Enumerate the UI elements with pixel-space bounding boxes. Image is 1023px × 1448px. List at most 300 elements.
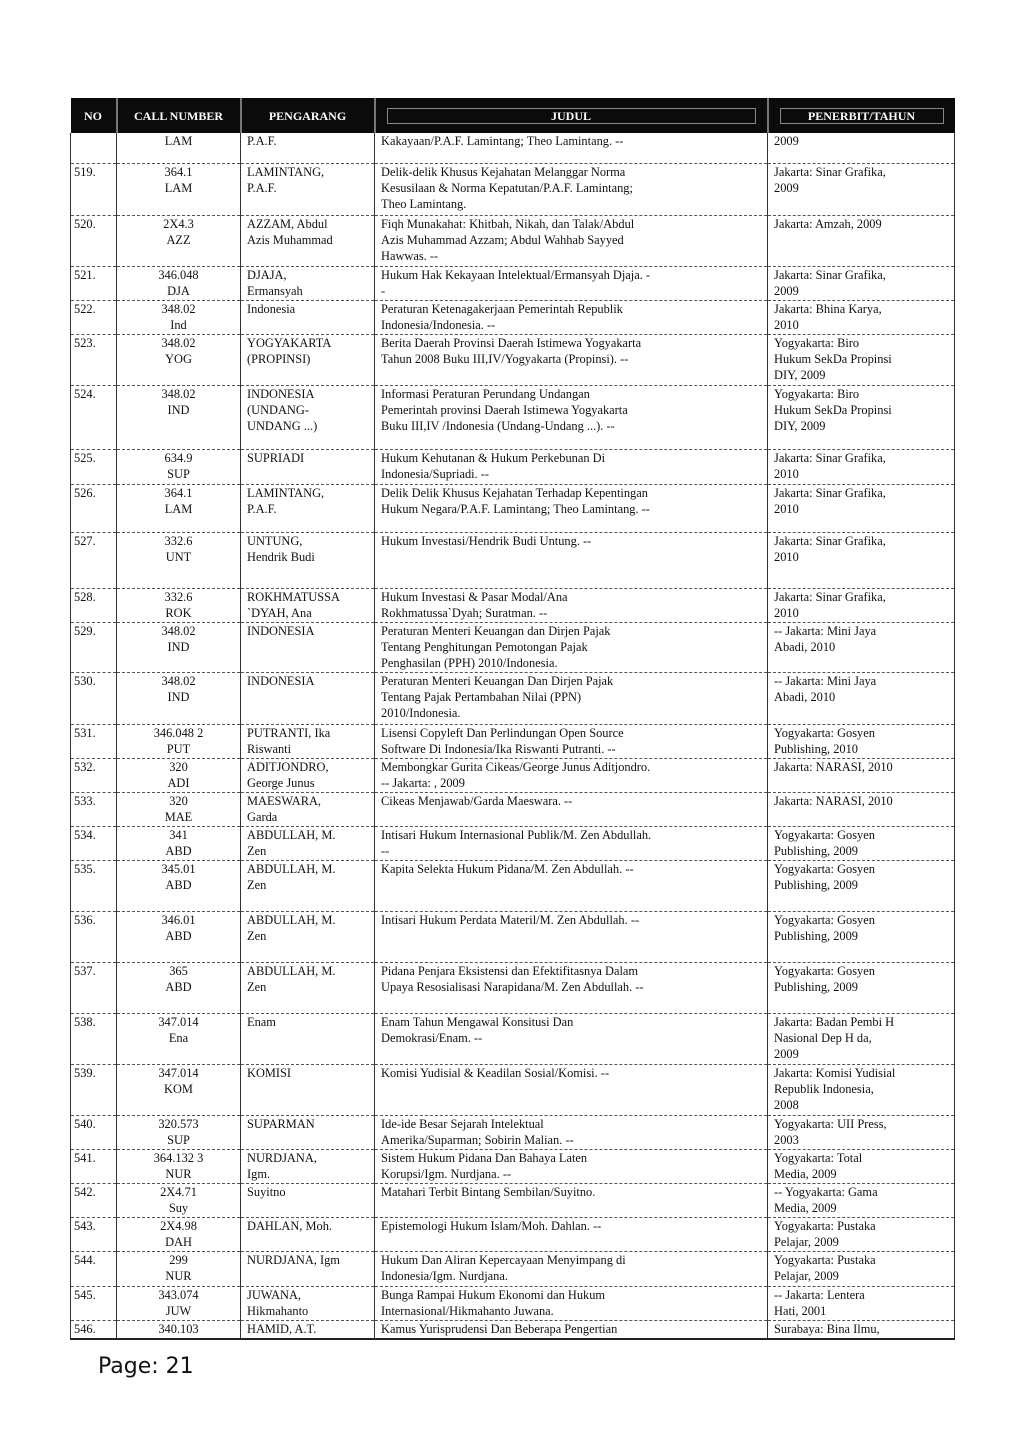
cell-publisher-line: 2003 xyxy=(774,1132,799,1147)
cell-author-line: HAMID, A.T. xyxy=(247,1321,317,1336)
cell-call-number xyxy=(117,911,241,962)
table-header xyxy=(71,98,955,133)
cell-call-number-line: Suy xyxy=(168,1200,189,1215)
cell-no: 519. xyxy=(71,163,117,215)
cell-no: 521. xyxy=(71,266,117,300)
cell-publisher-line: 2010 xyxy=(774,501,799,516)
cell-call-number-line: LAM xyxy=(164,501,193,516)
cell-call-number-line: 343.074 xyxy=(158,1287,199,1302)
table-row xyxy=(71,133,955,163)
cell-no: 537. xyxy=(71,962,117,1013)
cell-title xyxy=(375,532,768,588)
cell-call-number xyxy=(117,672,241,724)
cell-call-number-line: 346.01 xyxy=(161,912,196,927)
header-author: PENGARANG xyxy=(241,98,375,133)
cell-no: 543. xyxy=(71,1217,117,1251)
cell-publisher xyxy=(768,266,955,300)
header-no: NO xyxy=(71,98,117,133)
cell-author-line: YOGYAKARTA xyxy=(247,335,332,350)
cell-publisher xyxy=(768,724,955,758)
cell-call-number-line: PUT xyxy=(166,741,191,756)
cell-call-number-line: 347.014 xyxy=(158,1014,199,1029)
cell-author-line: DJAJA, xyxy=(247,267,287,282)
cell-author-line: P.A.F. xyxy=(247,501,277,516)
cell-author xyxy=(241,1064,375,1115)
cell-publisher xyxy=(768,385,955,449)
cell-publisher-line: Jakarta: Sinar Grafika, xyxy=(774,267,886,282)
cell-call-number-line: 348.02 xyxy=(161,386,196,401)
cell-author-line: Ermansyah xyxy=(247,283,303,298)
cell-call-number-line: 299 xyxy=(169,1252,188,1267)
cell-publisher-line: Surabaya: Bina Ilmu, xyxy=(774,1321,880,1336)
cell-publisher-line: Publishing, 2009 xyxy=(774,979,858,994)
cell-author xyxy=(241,792,375,826)
cell-publisher xyxy=(768,962,955,1013)
cell-call-number-line: 348.02 xyxy=(161,673,196,688)
cell-title-line: Amerika/Suparman; Sobirin Malian. -- xyxy=(381,1132,574,1147)
cell-title xyxy=(375,1115,768,1149)
cell-call-number-line: 320 xyxy=(169,793,188,808)
cell-title xyxy=(375,758,768,792)
cell-author-line: ABDULLAH, M. xyxy=(247,963,336,978)
cell-title xyxy=(375,588,768,622)
cell-author xyxy=(241,1320,375,1339)
cell-call-number xyxy=(117,758,241,792)
cell-author-line: AZZAM, Abdul xyxy=(247,216,328,231)
cell-author xyxy=(241,163,375,215)
cell-call-number-line: 364.132 3 xyxy=(153,1150,204,1165)
table-row xyxy=(71,826,955,860)
cell-call-number-line: 345.01 xyxy=(161,861,196,876)
cell-author xyxy=(241,826,375,860)
cell-publisher-line: Publishing, 2009 xyxy=(774,928,858,943)
cell-author xyxy=(241,266,375,300)
cell-title-line: Informasi Peraturan Perundang Undangan xyxy=(381,386,590,401)
cell-call-number-line: 365 xyxy=(169,963,188,978)
cell-title xyxy=(375,1183,768,1217)
cell-author-line: KOMISI xyxy=(247,1065,292,1080)
cell-title-line: Matahari Terbit Bintang Sembilan/Suyitno. xyxy=(381,1184,596,1199)
cell-no: 542. xyxy=(71,1183,117,1217)
cell-call-number-line: UNT xyxy=(165,549,192,564)
cell-no: 523. xyxy=(71,334,117,385)
cell-call-number xyxy=(117,962,241,1013)
cell-author xyxy=(241,133,375,163)
cell-no xyxy=(71,133,117,163)
cell-call-number-line: MAE xyxy=(164,809,193,824)
cell-publisher-line: -- Jakarta: Mini Jaya xyxy=(774,673,877,688)
cell-title-line: Kakayaan/P.A.F. Lamintang; Theo Lamintang. -- xyxy=(381,134,624,148)
cell-publisher-line: DIY, 2009 xyxy=(774,418,826,433)
cell-publisher-line: Media, 2009 xyxy=(774,1200,837,1215)
cell-no: 522. xyxy=(71,300,117,334)
cell-author xyxy=(241,1115,375,1149)
cell-author xyxy=(241,1149,375,1183)
table-row xyxy=(71,672,955,724)
cell-call-number-line: ABD xyxy=(165,843,192,858)
cell-title-line: Indonesia/Indonesia. -- xyxy=(381,317,496,332)
cell-title-line: Penghasilan (PPH) 2010/Indonesia. xyxy=(381,655,558,670)
cell-call-number xyxy=(117,449,241,484)
cell-author-line: Zen xyxy=(247,979,267,994)
cell-call-number xyxy=(117,334,241,385)
cell-call-number xyxy=(117,1115,241,1149)
table-row xyxy=(71,1013,955,1064)
cell-call-number-line: Ind xyxy=(170,317,187,332)
cell-call-number xyxy=(117,622,241,672)
cell-publisher-line: Yogyakarta: Gosyen xyxy=(774,861,875,876)
cell-publisher-line: Jakarta: NARASI, 2010 xyxy=(774,759,893,774)
cell-author-line: SUPARMAN xyxy=(247,1116,315,1131)
cell-no: 525. xyxy=(71,449,117,484)
table-row xyxy=(71,911,955,962)
table-row xyxy=(71,163,955,215)
table-row xyxy=(71,215,955,266)
cell-call-number-line: NUR xyxy=(165,1268,192,1283)
cell-publisher-line: Yogyakarta: Biro xyxy=(774,335,860,350)
cell-author xyxy=(241,1183,375,1217)
cell-author-line: NURDJANA, Igm xyxy=(247,1252,340,1267)
cell-call-number xyxy=(117,1183,241,1217)
cell-title-line: Korupsi/Igm. Nurdjana. -- xyxy=(381,1166,512,1181)
cell-title-line: Pidana Penjara Eksistensi dan Efektifitasnya Dalam xyxy=(381,963,639,978)
cell-publisher-line: -- Jakarta: Lentera xyxy=(774,1287,865,1302)
cell-title-line: Lisensi Copyleft Dan Perlindungan Open Source xyxy=(381,725,624,740)
catalog-table xyxy=(70,98,955,1340)
cell-publisher xyxy=(768,163,955,215)
cell-publisher-line: Yogyakarta: Gosyen xyxy=(774,912,875,927)
cell-publisher-line: Jakarta: Sinar Grafika, xyxy=(774,533,886,548)
cell-publisher xyxy=(768,1183,955,1217)
cell-title-line: -- Jakarta: , 2009 xyxy=(381,775,465,790)
cell-no: 546. xyxy=(71,1320,117,1339)
cell-publisher-line: Republik Indonesia, xyxy=(774,1081,874,1096)
cell-title-line: - xyxy=(381,283,386,298)
cell-call-number-line: 332.6 xyxy=(164,589,193,604)
cell-call-number-line: 347.014 xyxy=(158,1065,199,1080)
header-title: JUDUL xyxy=(375,98,768,133)
cell-publisher-line: Yogyakarta: Gosyen xyxy=(774,963,875,978)
cell-author xyxy=(241,588,375,622)
cell-no: 530. xyxy=(71,672,117,724)
cell-author-line: MAESWARA, xyxy=(247,793,322,808)
cell-publisher xyxy=(768,826,955,860)
cell-call-number-line: 320 xyxy=(169,759,188,774)
cell-call-number xyxy=(117,385,241,449)
cell-title xyxy=(375,1320,768,1339)
cell-title-line: Tahun 2008 Buku III,IV/Yogyakarta (Propinsi). -- xyxy=(381,351,629,366)
cell-no: 545. xyxy=(71,1286,117,1320)
table-row xyxy=(71,449,955,484)
cell-no: 539. xyxy=(71,1064,117,1115)
cell-title xyxy=(375,1064,768,1115)
cell-no: 536. xyxy=(71,911,117,962)
cell-title xyxy=(375,1251,768,1286)
cell-call-number xyxy=(117,266,241,300)
cell-publisher-line: Jakarta: Sinar Grafika, xyxy=(774,164,886,179)
cell-title xyxy=(375,1286,768,1320)
cell-publisher-line: Jakarta: Komisi Yudisial xyxy=(774,1065,896,1080)
cell-author-line: UNTUNG, xyxy=(247,533,303,548)
cell-call-number-line: LAM xyxy=(164,134,193,148)
cell-author-line: DAHLAN, Moh. xyxy=(247,1218,333,1233)
cell-call-number xyxy=(117,1149,241,1183)
cell-call-number xyxy=(117,724,241,758)
cell-no: 529. xyxy=(71,622,117,672)
table-row xyxy=(71,860,955,911)
cell-publisher-line: -- Jakarta: Mini Jaya xyxy=(774,623,877,638)
table-row xyxy=(71,1251,955,1286)
cell-no: 533. xyxy=(71,792,117,826)
cell-title-line: Delik-delik Khusus Kejahatan Melanggar Norma xyxy=(381,164,626,179)
cell-call-number-line: 320.573 xyxy=(158,1116,199,1131)
cell-publisher xyxy=(768,215,955,266)
table-row xyxy=(71,588,955,622)
cell-title-line: Demokrasi/Enam. -- xyxy=(381,1030,483,1045)
cell-title-line: Bunga Rampai Hukum Ekonomi dan Hukum xyxy=(381,1287,606,1302)
cell-publisher-line: Pelajar, 2009 xyxy=(774,1268,839,1283)
cell-publisher xyxy=(768,133,955,163)
cell-call-number-line: IND xyxy=(167,689,190,704)
cell-call-number-line: AZZ xyxy=(166,232,191,247)
cell-author-line: ROKHMATUSSA xyxy=(247,589,340,604)
cell-title-line: Indonesia/Supriadi. -- xyxy=(381,466,490,481)
cell-author xyxy=(241,962,375,1013)
table-row xyxy=(71,724,955,758)
table-row xyxy=(71,1115,955,1149)
cell-author-line: Enam xyxy=(247,1014,276,1029)
cell-publisher xyxy=(768,1013,955,1064)
cell-no: 520. xyxy=(71,215,117,266)
table-row xyxy=(71,622,955,672)
cell-publisher-line: Publishing, 2009 xyxy=(774,843,858,858)
cell-author-line: Riswanti xyxy=(247,741,292,756)
cell-title-line: Pemerintah provinsi Daerah Istimewa Yogyakarta xyxy=(381,402,628,417)
cell-title-line: Epistemologi Hukum Islam/Moh. Dahlan. -- xyxy=(381,1218,602,1233)
page-number: Page: 21 xyxy=(98,1354,194,1379)
cell-author-line: NURDJANA, xyxy=(247,1150,317,1165)
cell-title-line: Hukum Dan Aliran Kepercayaan Menyimpang di xyxy=(381,1252,626,1267)
cell-publisher-line: Pelajar, 2009 xyxy=(774,1234,839,1249)
cell-publisher-line: Jakarta: Amzah, 2009 xyxy=(774,216,882,231)
cell-author-line: Hikmahanto xyxy=(247,1303,309,1318)
cell-publisher-line: Jakarta: Sinar Grafika, xyxy=(774,589,886,604)
table-row xyxy=(71,792,955,826)
cell-author xyxy=(241,1217,375,1251)
cell-call-number-line: SUP xyxy=(167,1132,190,1147)
cell-publisher-line: Jakarta: Sinar Grafika, xyxy=(774,485,886,500)
cell-title-line: Peraturan Menteri Keuangan dan Dirjen Pajak xyxy=(381,623,611,638)
cell-author-line: ABDULLAH, M. xyxy=(247,912,336,927)
cell-publisher-line: Nasional Dep H da, xyxy=(774,1030,872,1045)
cell-publisher xyxy=(768,449,955,484)
cell-author xyxy=(241,724,375,758)
cell-publisher-line: -- Yogyakarta: Gama xyxy=(774,1184,878,1199)
cell-title-line: Delik Delik Khusus Kejahatan Terhadap Kepentingan xyxy=(381,485,648,500)
cell-author-line: Zen xyxy=(247,877,267,892)
cell-title-line: Hukum Investasi/Hendrik Budi Untung. -- xyxy=(381,533,592,548)
cell-title xyxy=(375,266,768,300)
cell-title-line: Kesusilaan & Norma Kepatutan/P.A.F. Lamintang; xyxy=(381,180,633,195)
cell-title-line: Intisari Hukum Internasional Publik/M. Zen Abdullah. xyxy=(381,827,652,842)
cell-title-line: Hawwas. -- xyxy=(381,248,439,263)
cell-publisher-line: 2010 xyxy=(774,605,799,620)
cell-title xyxy=(375,215,768,266)
cell-call-number-line: ABD xyxy=(165,877,192,892)
cell-author-line: SUPRIADI xyxy=(247,450,305,465)
cell-title-line: Intisari Hukum Perdata Materil/M. Zen Abdullah. -- xyxy=(381,912,640,927)
header-publisher: PENERBIT/TAHUN xyxy=(768,98,955,133)
cell-title xyxy=(375,385,768,449)
cell-call-number xyxy=(117,163,241,215)
cell-publisher-line: 2009 xyxy=(774,180,799,195)
cell-call-number-line: ABD xyxy=(165,979,192,994)
cell-call-number-line: ADI xyxy=(167,775,190,790)
cell-publisher-line: 2009 xyxy=(774,1046,799,1061)
cell-publisher xyxy=(768,911,955,962)
cell-call-number-line: 2X4.98 xyxy=(160,1218,197,1233)
cell-publisher xyxy=(768,1251,955,1286)
cell-title-line: Fiqh Munakahat: Khitbah, Nikah, dan Talak/Abdul xyxy=(381,216,635,231)
cell-publisher xyxy=(768,532,955,588)
cell-call-number xyxy=(117,826,241,860)
cell-author xyxy=(241,911,375,962)
cell-publisher-line: Jakarta: NARASI, 2010 xyxy=(774,793,893,808)
table-row xyxy=(71,1320,955,1339)
cell-author-line: `DYAH, Ana xyxy=(247,605,312,620)
cell-call-number-line: 332.6 xyxy=(164,533,193,548)
cell-title xyxy=(375,334,768,385)
cell-call-number xyxy=(117,532,241,588)
cell-title xyxy=(375,724,768,758)
table-row xyxy=(71,300,955,334)
cell-title xyxy=(375,1149,768,1183)
cell-title-line: Tentang Penghitungan Pemotongan Pajak xyxy=(381,639,588,654)
table-row xyxy=(71,385,955,449)
cell-author-line: INDONESIA xyxy=(247,673,315,688)
cell-call-number-line: KOM xyxy=(164,1081,193,1096)
cell-title xyxy=(375,860,768,911)
cell-publisher-line: Hukum SekDa Propinsi xyxy=(774,351,892,366)
cell-no: 540. xyxy=(71,1115,117,1149)
table-row xyxy=(71,758,955,792)
cell-no: 531. xyxy=(71,724,117,758)
cell-no: 527. xyxy=(71,532,117,588)
cell-title xyxy=(375,911,768,962)
cell-title xyxy=(375,672,768,724)
cell-author-line: Suyitno xyxy=(247,1184,286,1199)
cell-call-number xyxy=(117,1217,241,1251)
header-call-number: CALL NUMBER xyxy=(117,98,241,133)
cell-no: 532. xyxy=(71,758,117,792)
cell-title xyxy=(375,484,768,532)
cell-title-line: Enam Tahun Mengawal Konsitusi Dan xyxy=(381,1014,574,1029)
cell-author-line: LAMINTANG, xyxy=(247,485,325,500)
table-row xyxy=(71,1064,955,1115)
cell-call-number xyxy=(117,792,241,826)
cell-call-number xyxy=(117,1251,241,1286)
cell-no: 538. xyxy=(71,1013,117,1064)
cell-publisher-line: DIY, 2009 xyxy=(774,367,826,382)
cell-author-line: (UNDANG- xyxy=(247,402,309,417)
cell-call-number-line: NUR xyxy=(165,1166,192,1181)
cell-title-line: Hukum Negara/P.A.F. Lamintang; Theo Lamintang. -- xyxy=(381,501,650,516)
cell-author-line: UNDANG ...) xyxy=(247,418,318,433)
table-body xyxy=(71,133,955,1339)
cell-publisher-line: Yogyakarta: Gosyen xyxy=(774,725,875,740)
cell-publisher-line: Yogyakarta: UII Press, xyxy=(774,1116,887,1131)
cell-publisher xyxy=(768,300,955,334)
cell-publisher-line: Jakarta: Badan Pembi H xyxy=(774,1014,895,1029)
cell-call-number-line: YOG xyxy=(165,351,192,366)
cell-publisher xyxy=(768,758,955,792)
cell-author xyxy=(241,334,375,385)
cell-call-number xyxy=(117,215,241,266)
cell-author-line: LAMINTANG, xyxy=(247,164,325,179)
cell-title-line: Komisi Yudisial & Keadilan Sosial/Komisi. -- xyxy=(381,1065,610,1080)
table-row xyxy=(71,1217,955,1251)
cell-author-line: P.A.F. xyxy=(247,134,277,148)
cell-no: 544. xyxy=(71,1251,117,1286)
cell-call-number xyxy=(117,588,241,622)
cell-publisher-line: Hukum SekDa Propinsi xyxy=(774,402,892,417)
cell-author-line: Garda xyxy=(247,809,278,824)
cell-title-line: Rokhmatussa`Dyah; Suratman. -- xyxy=(381,605,548,620)
cell-title-line: Software Di Indonesia/Ika Riswanti Putranti. -- xyxy=(381,741,616,756)
cell-author-line: ADITJONDRO, xyxy=(247,759,329,774)
cell-author xyxy=(241,1013,375,1064)
cell-publisher-line: Jakarta: Bhina Karya, xyxy=(774,301,882,316)
cell-no: 541. xyxy=(71,1149,117,1183)
cell-title-line: Kamus Yurisprudensi Dan Beberapa Pengertian xyxy=(381,1321,618,1336)
cell-call-number-line: 348.02 xyxy=(161,335,196,350)
cell-publisher-line: 2010 xyxy=(774,317,799,332)
cell-publisher xyxy=(768,1149,955,1183)
cell-publisher-line: Jakarta: Sinar Grafika, xyxy=(774,450,886,465)
cell-author-line: INDONESIA xyxy=(247,386,315,401)
cell-publisher xyxy=(768,860,955,911)
cell-call-number-line: 348.02 xyxy=(161,301,196,316)
cell-no: 528. xyxy=(71,588,117,622)
cell-author xyxy=(241,215,375,266)
cell-author-line: INDONESIA xyxy=(247,623,315,638)
cell-publisher-line: Yogyakarta: Pustaka xyxy=(774,1252,876,1267)
cell-author xyxy=(241,300,375,334)
cell-publisher-line: Abadi, 2010 xyxy=(774,639,836,654)
cell-title xyxy=(375,300,768,334)
cell-title xyxy=(375,826,768,860)
cell-publisher xyxy=(768,588,955,622)
cell-author xyxy=(241,672,375,724)
cell-author xyxy=(241,1251,375,1286)
cell-call-number xyxy=(117,1064,241,1115)
cell-call-number xyxy=(117,133,241,163)
cell-title xyxy=(375,962,768,1013)
cell-author-line: Igm. xyxy=(247,1166,271,1181)
cell-title xyxy=(375,622,768,672)
cell-publisher xyxy=(768,1286,955,1320)
table-row xyxy=(71,266,955,300)
cell-call-number-line: 2X4.71 xyxy=(160,1184,197,1199)
cell-publisher xyxy=(768,1217,955,1251)
cell-title-line: -- xyxy=(381,843,390,858)
cell-call-number-line: IND xyxy=(167,402,190,417)
cell-publisher-line: 2010 xyxy=(774,549,799,564)
cell-title xyxy=(375,133,768,163)
cell-call-number-line: ROK xyxy=(165,605,192,620)
cell-author xyxy=(241,484,375,532)
cell-no: 535. xyxy=(71,860,117,911)
